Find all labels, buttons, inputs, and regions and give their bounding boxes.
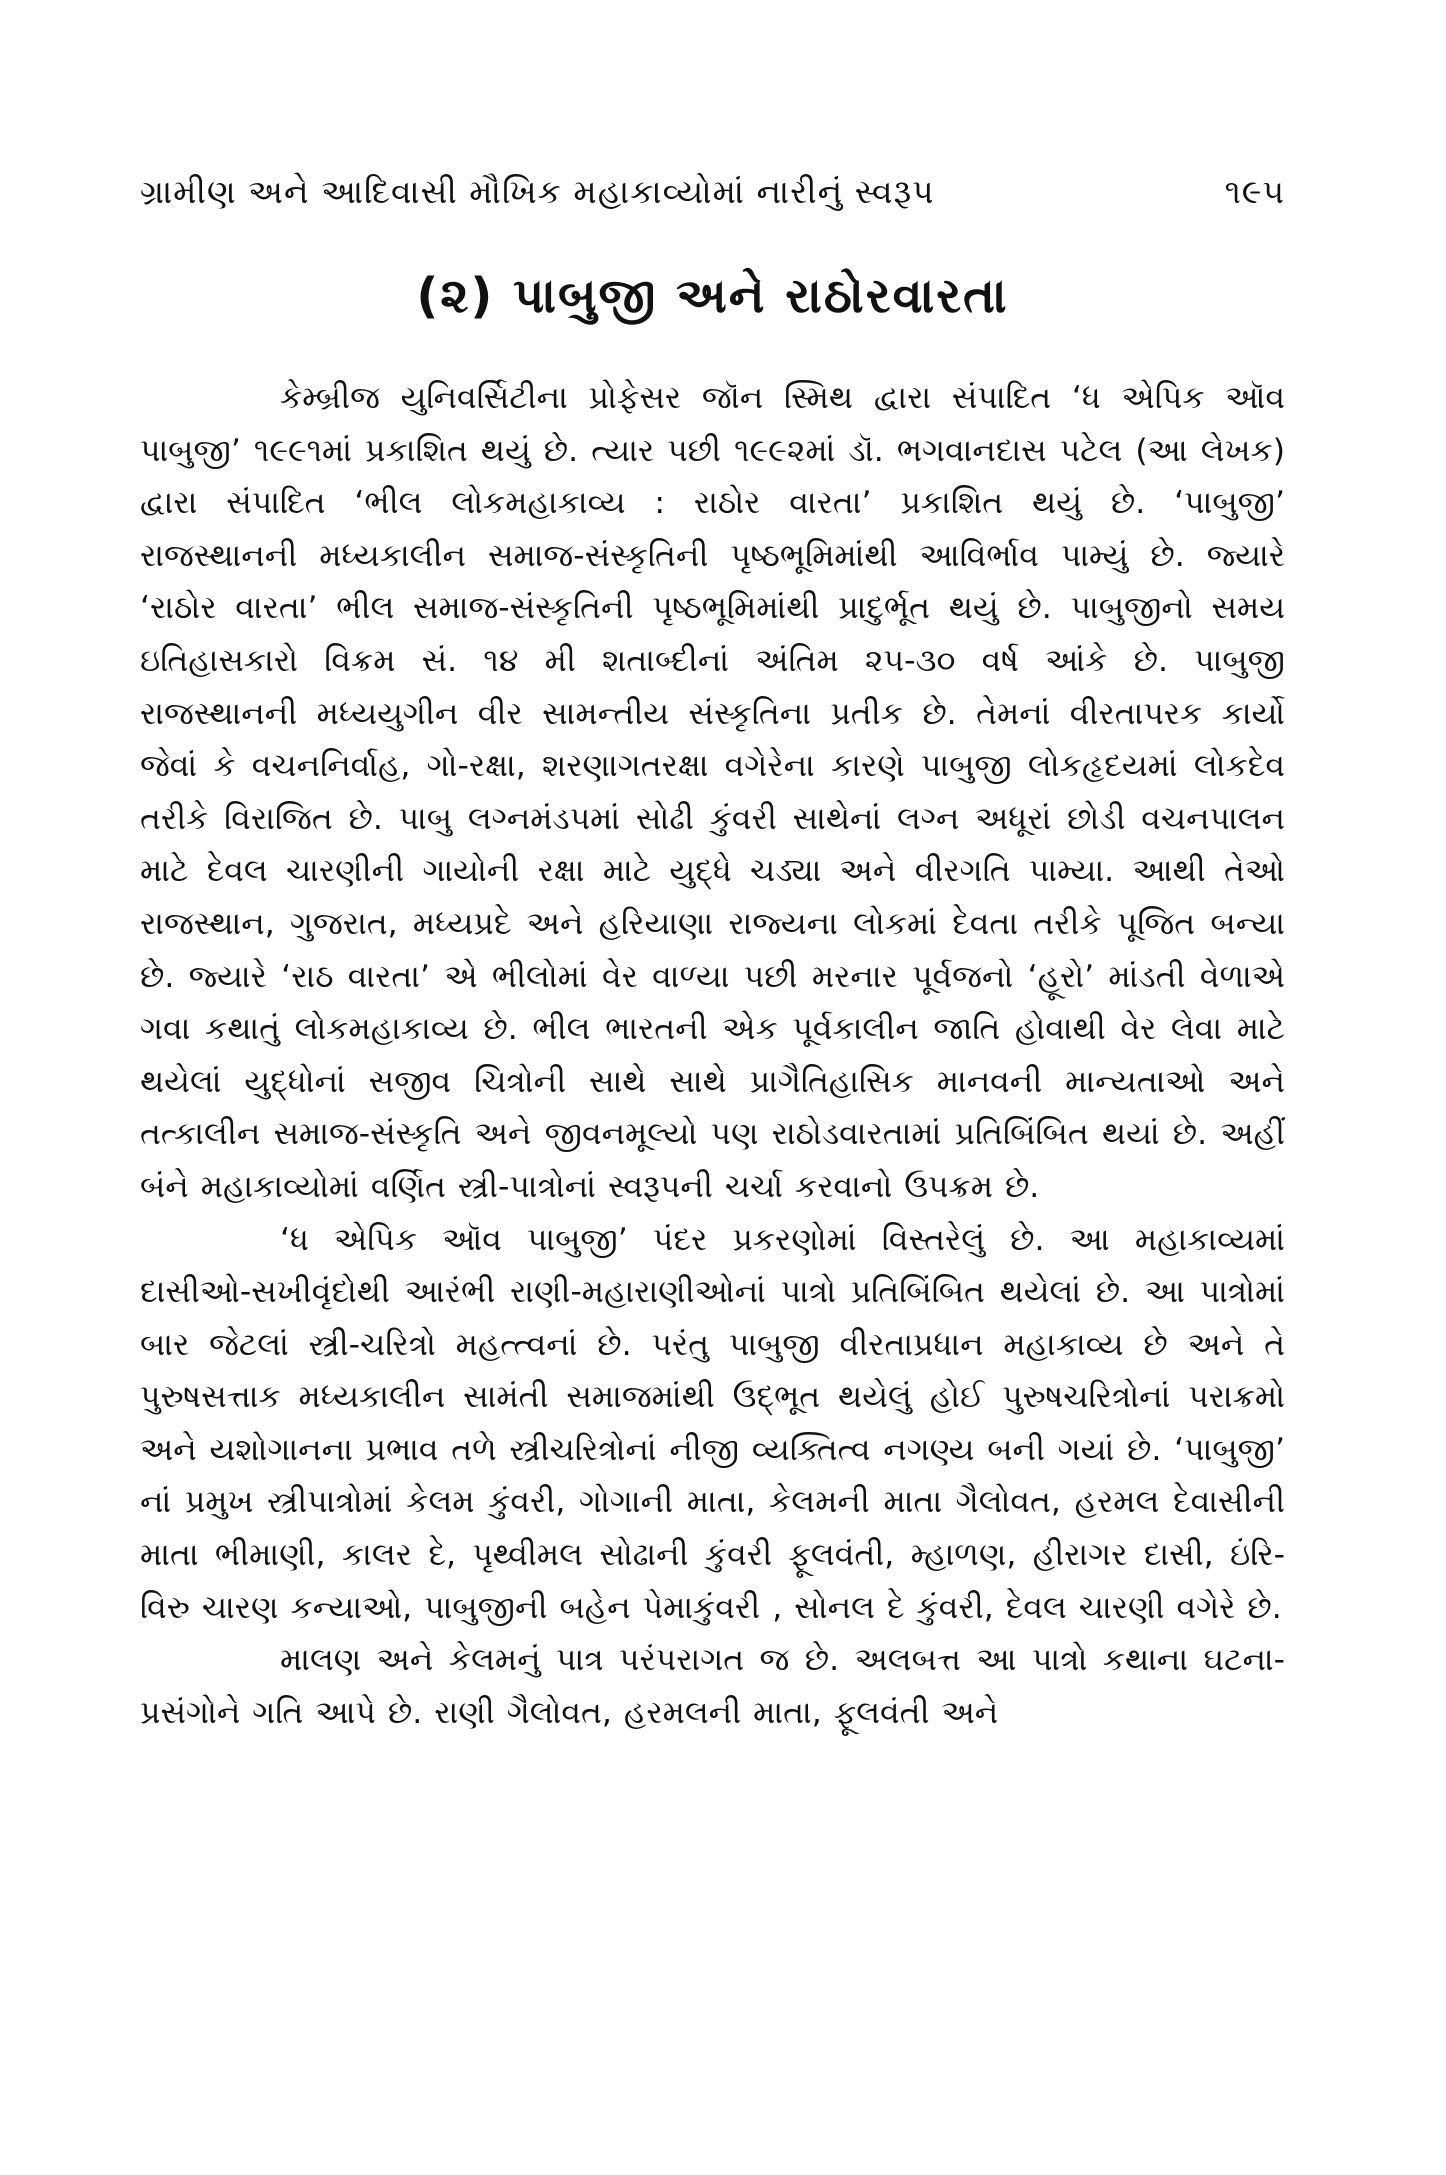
paragraph-intro: કેમ્બ્રીજ યુનિવર્સિટીના પ્રોફેસર જૉન સ્મિથ દ્વારા સંપાદિત ‘ધ એપિક ઑવ પાબુજી’ ૧૯૯૧માં પ્રકાશિત થયું છે. ત્યાર પછી ૧૯૯૨માં ડૉ. ભગવાનદાસ પટેલ (આ લેખક) દ્વારા સંપાદિત ‘ભીલ લોકમહાકાવ્ય : રાઠોર વારતા’ પ્રકાશિત થયું છે. ‘પાબુજી’ રાજસ્થાનની મધ્યકાલીન સમાજ-સંસ્કૃતિની પૃષ્ઠભૂમિમાંથી આવિર્ભાવ પામ્યું છે. જ્યારે ‘રાઠોર વારતા’ ભીલ સમાજ-સંસ્કૃતિની પૃષ્ઠભૂમિમાંથી પ્રાદુર્ભૂત થયું છે. પાબુજીનો સમય ઇતિહાસકારો વિક્રમ સં. ૧૪ મી શતાબ્દીનાં અંતિમ ૨૫-૩૦ વર્ષ આંકે છે. પાબુજી રાજસ્થાનની મધ્યયુગીન વીર સામન્તીય સંસ્કૃતિના પ્રતીક છે. તેમનાં વીરતાપરક કાર્યો જેવાં કે વચનનિર્વાહ, ગો-રક્ષા, શરણાગતરક્ષા વગેરેના કારણે પાબુજી લોકહૃદયમાં લોકદેવ તરીકે વિરાજિત છે. પાબુ લગ્નમંડપમાં સોઢી કુંવરી સાથેનાં લગ્ન અધૂરાં છોડી વચનપાલન માટે દેવલ ચારણીની ગાયોની રક્ષા માટે યુદ્ધે ચડ્યા અને વીરગતિ પામ્યા. આથી તેઓ રાજસ્થાન, ગુજરાત, મધ્યપ્રદે અને હરિયાણા રાજ્યના લોકમાં દેવતા તરીકે પૂજિત બન્યા છે. જ્યારે ‘રાઠ વારતા’ એ ભીલોમાં વેર વાળ્યા પછી મરનાર પૂર્વજનો ‘હૂરો’ માંડતી વેળાએ ગવા કથાતું લોકમહાકાવ્ય છે. ભીલ ભારતની એક પૂર્વકાલીન જાતિ હોવાથી વેર લેવા માટે થયેલાં યુદ્ધોનાં સજીવ ચિત્રોની સાથે સાથે પ્રાગૈતિહાસિક માનવની માન્યતાઓ અને તત્કાલીન સમાજ-સંસ્કૃતિ અને જીવનમૂલ્યો પણ રાઠોડવારતામાં પ્રતિબિંબિત થયાં છે. અહીં બંને મહાકાવ્યોમાં વર્ણિત સ્ત્રી-પાત્રોનાં સ્વરૂપની ચર્ચા કરવાનો ઉપક્રમ છે. [140,380,1285,1205]
page-number: ૧૯૫ [1224,172,1285,211]
body-text [140,372,1285,1739]
paragraph-malan-kelam: માલણ અને કેલમનું પાત્ર પરંપરાગત જ છે. અલબત્ત આ પાત્રો કથાના ઘટના-પ્રસંગોને ગતિ આપે છે. રાણી ગૈલોવત, હરમલની માતા, ફૂલવંતી અને [140,1642,1285,1731]
paragraph-pabuji-characters: ‘ધ એપિક ઑવ પાબુજી’ પંદર પ્રકરણોમાં વિસ્તરેલું છે. આ મહાકાવ્યમાં દાસીઓ-સખીવૃંદોથી આરંભી રાણી-મહારાણીઓનાં પાત્રો પ્રતિબિંબિત થયેલાં છે. આ પાત્રોમાં બાર જેટલાં સ્ત્રી-ચરિત્રો મહત્ત્વનાં છે. પરંતુ પાબુજી વીરતાપ્રધાન મહાકાવ્ય છે અને તે પુરુષસત્તાક મધ્યકાલીન સામંતી સમાજમાંથી ઉદ્ભૂત થયેલું હોઈ પુરુષચરિત્રોનાં પરાક્રમો અને યશોગાનના પ્રભાવ તળે સ્ત્રીચરિત્રોનાં નીજી વ્યક્તિત્વ નગણ્ય બની ગયાં છે. ‘પાબુજી’ નાં પ્રમુખ સ્ત્રીપાત્રોમાં કેલમ કુંવરી, ગોગાની માતા, કેલમની માતા ગૈલોવત, હરમલ દેવાસીની માતા ભીમાણી, કાલર દે, પૃથ્વીમલ સોઢાની કુંવરી ફૂલવંતી, મ્હાળણ, હીરાગર દાસી, ઇંરિ-વિરુ ચારણ કન્યાઓ, પાબુજીની બહેન પેમાકુંવરી , સોનલ દે કુંવરી, દેવલ ચારણી વગેરે છે. [140,1221,1285,1626]
running-head-title: ગ્રામીણ અને આદિવાસી મૌખિક મહાકાવ્યોમાં નારીનું સ્વરૂપ [140,172,935,211]
running-head [140,172,1285,232]
chapter-title: (૨) પાબુજી અને રાઠોરવારતા [416,268,1009,324]
